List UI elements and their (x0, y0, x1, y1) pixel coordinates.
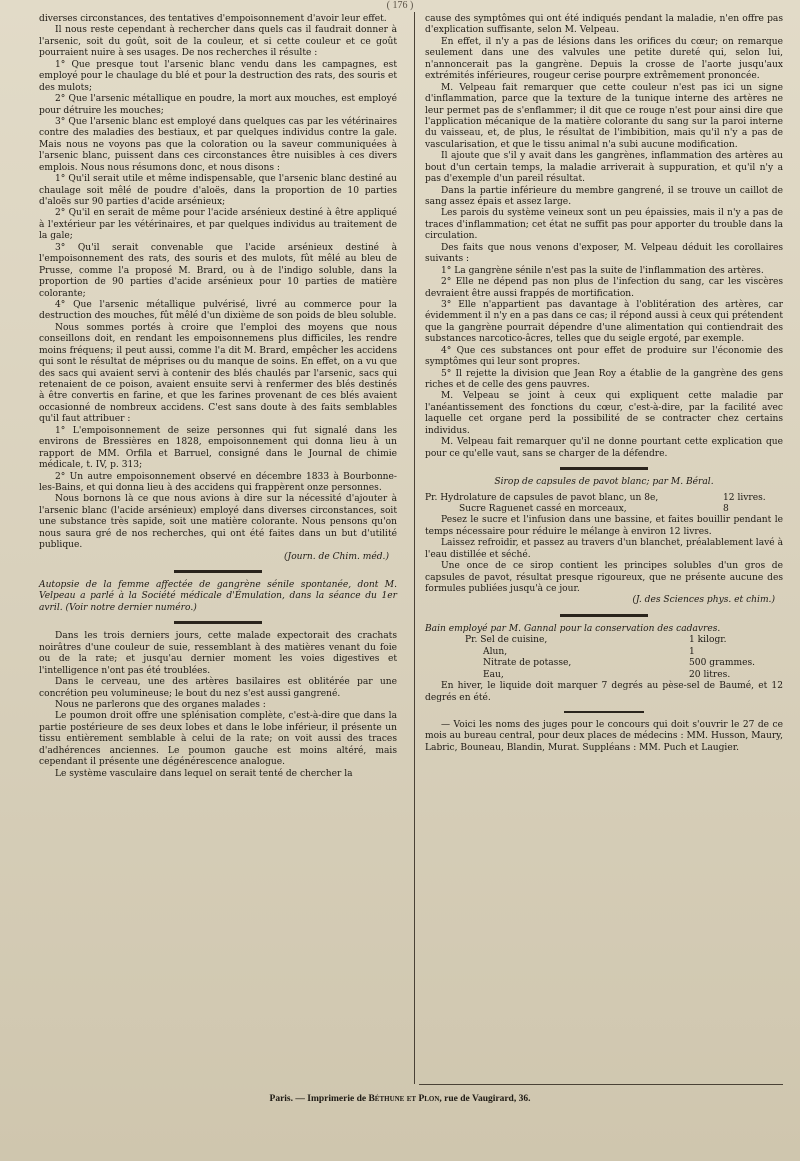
paragraph: cause des symptômes qui ont été indiqués pendant la maladie, n'en offre pas d'explication suffisante, selon M. Velpeau. (425, 14, 783, 36)
ingredient-row (425, 635, 783, 646)
paragraph: M. Velpeau fait remarquer qu'il ne donne pourtant cette explication que pour ce qu'elle vaut, sans se charger de la défendre. (425, 437, 783, 459)
ingredient-name: Pr. Sel de cuisine, (465, 635, 548, 646)
paragraph: 2° Elle ne dépend pas non plus de l'infection du sang, car les viscères devraient être aussi frappés de mortification. (425, 277, 783, 299)
ingredient-quantity: 1 kilogr. (689, 635, 727, 646)
paragraph: Une once de ce sirop contient les principes solubles d'un gros de capsules de pavot, résultat presque rigoureux, que ne présente aucune des formules publiées jusqu'à ce jour. (425, 561, 783, 594)
paragraph: 3° Que l'arsenic blanc est employé dans quelques cas par les vétérinaires contre des maladies des bestiaux, et par quelques individus contre la gale. Mais nous ne voyons pas que la coloration ou la saveur communiquées à l'arsenic blanc, puissent dans ces circonstances être nuisibles à ces divers emplois. Nous nous résumons donc, et nous disons : (39, 116, 397, 173)
paragraph: 4° Que l'arsenic métallique pulvérisé, livré au commerce pour la destruction des mouches, fût mêlé d'un dixième de son poids de bleu soluble. (39, 299, 397, 322)
paragraph: 2° Un autre empoisonnement observé en décembre 1833 à Bourbonne-les-Bains, et qui donna lieu à des accidens qui frappèrent onze personnes. (39, 471, 397, 493)
ingredient-quantity: 20 litres. (689, 669, 731, 680)
paragraph: Des faits que nous venons d'exposer, M. Velpeau déduit les corollaires suivants : (425, 242, 783, 265)
ingredient-row (425, 493, 783, 504)
paragraph: Pesez le sucre et l'infusion dans une bassine, et faites bouillir pendant le temps nécessaire pour réduire le mélange à environ 12 livres. (425, 515, 783, 537)
ingredient-name: Eau, (483, 669, 504, 680)
sirop-ingredients (425, 493, 783, 516)
section-rule (564, 711, 644, 713)
section-rule (174, 621, 262, 624)
ingredient-quantity: 12 livres. (723, 492, 766, 503)
section-rule (174, 570, 262, 573)
imprint-line (0, 1094, 800, 1104)
ingredient-quantity: 500 grammes. (689, 658, 756, 669)
paragraph: 2° Qu'il en serait de même pour l'acide arsénieux destiné à être appliqué à l'extérieur par les vétérinaires, et par quelques individus au traitement de la gale; (39, 208, 397, 242)
paragraph: 1° La gangrène sénile n'est pas la suite de l'inflammation des artères. (441, 265, 764, 276)
section-rule (560, 467, 648, 470)
paragraph: 3° Qu'il serait convenable que l'acide arsénieux destiné à l'empoisonnement des rats, des souris et des mulots, fût mêlé au bleu de Prusse, comme l'a proposé M. Brard, ou à de l'indigo soluble, dans la proportion de 90 parties d'acide arsénieux pour 10 parties de matière colorante; (39, 242, 397, 299)
paragraph: Dans la partie inférieure du membre gangrené, il se trouve un caillot de sang assez épais et assez large. (425, 185, 783, 207)
imprint-prefix: Paris. — Imprimerie de (269, 1094, 369, 1104)
ingredient-name: Alun, (483, 646, 508, 657)
ingredient-quantity: 8 (723, 503, 729, 514)
paragraph: Dans le cerveau, une des artères basilaires est oblitérée par une concrétion peu volumineuse; le bout du nez s'est aussi gangrené. (39, 677, 397, 699)
paragraph: Il nous reste cependant à rechercher dans quels cas il faudrait donner à l'arsenic, soit du goût, soit de la couleur, et si cette couleur et ce goût pourraient nuire à ses usages. De nos recherches il résulte : (39, 25, 397, 59)
ingredient-name: Sucre Raguenet cassé en morceaux, (459, 503, 627, 514)
imprint-suffix: , rue de Vaugirard, 36. (439, 1094, 531, 1104)
paragraph: 3° Elle n'appartient pas davantage à l'oblitération des artères, car évidemment il n'y en a pas dans ce cas; il répond aussi à ceux qui prétendent que la gangrène pourrait dépendre d'une alimentation qui contiendrait des substances narcotico-âcres, telles que du seigle ergoté, par exemple. (425, 299, 783, 345)
article-heading: Autopsie de la femme affectée de gangrène sénile spontanée, dont M. Velpeau a parlé à la Société médicale d'Émulation, dans la séance du 1er avril. (Voir notre dernier numéro.) (39, 580, 397, 613)
paragraph: Laissez refroidir, et passez au travers d'un blanchet, préalablement lavé à l'eau distillée et séché. (425, 538, 783, 560)
velpeau-continuation (425, 14, 783, 460)
paragraph: 2° Que l'arsenic métallique en poudre, la mort aux mouches, est employé pour détruire les mouches; (39, 94, 397, 116)
paragraph: En effet, il n'y a pas de lésions dans les orifices du cœur; on remarque seulement dans une des valvules une petite dureté qui, selon lui, n'annoncerait pas la gangrène. Depuis la crosse de l'aorte jusqu'aux extrémités inférieures, rougeur cerise pourpre extrêmement prononcée. (425, 36, 783, 82)
bain-recipe (425, 624, 783, 704)
ingredient-quantity: 1 (689, 646, 695, 657)
article-source: (Journ. de Chim. méd.) (284, 551, 389, 562)
paragraph: 1° Qu'il serait utile et même indispensable, que l'arsenic blanc destiné au chaulage soit mêlé de poudre d'aloës, dans la proportion de 10 parties d'aloës sur 90 parties d'acide arsénieux; (39, 174, 397, 207)
ingredient-row (425, 647, 783, 658)
paragraph: Le poumon droit offre une splénisation complète, c'est-à-dire que dans la partie postérieure de ses deux lobes et dans le lobe inférieur, il présente un tissu entièrement semblable à celui de la rate; on voit aussi des traces d'adhérences anciennes. Le poumon gauche est moins altéré, mais cependant il présente une dégénérescence analogue. (39, 711, 397, 768)
paragraph: 4° Que ces substances ont pour effet de produire sur l'économie des symptômes qui leur sont propres. (425, 345, 783, 368)
paragraph: Il ajoute que s'il y avait dans les gangrènes, inflammation des artères au bout d'un certain temps, la maladie arriverait à suppuration, et qu'il n'y a pas d'exemple d'un pareil résultat. (425, 151, 783, 185)
paragraph: Dans les trois derniers jours, cette malade expectorait des crachats noirâtres d'une couleur de suie, ressemblant à des matières venant du foie ou de la rate; et jusqu'au dernier moment les voies digestives et l'intelligence n'ont pas été troublées. (39, 631, 397, 676)
paragraph: M. Velpeau se joint à ceux qui expliquent cette maladie par l'anéantissement des fonctions du cœur, c'est-à-dire, par la facilité avec laquelle cet organe perd la possibilité de se contracter chez certains individus. (425, 391, 783, 436)
column-divider (414, 12, 415, 1084)
ingredient-row (425, 670, 783, 681)
section-rule (560, 614, 648, 617)
paragraph: diverses circonstances, des tentatives d'empoisonnement d'avoir leur effet. (39, 14, 387, 24)
sirop-recipe (425, 477, 783, 607)
paragraph: Les parois du système veineux sont un peu épaissies, mais il n'y a pas de traces d'inflammation; cet état ne suffit pas pour apporter du trouble dans la circulation. (425, 208, 783, 242)
paragraph: 1° Que presque tout l'arsenic blanc vendu dans les campagnes, est employé pour le chaulage du blé et pour la destruction des rats, des souris et des mulots; (39, 59, 397, 93)
imprint-printers: Béthune et Plon (368, 1094, 440, 1104)
paragraph: Nous bornons là ce que nous avions à dire sur la nécessité d'ajouter à l'arsenic blanc (l'acide arsénieux) employé dans diverses circonstances, soit une substance très sapide, soit une matière colorante. Nous pensons qu'on nous saura gré de nos recherches, qui ont été faites dans un but d'utilité publique. (39, 494, 397, 551)
paragraph: 5° Il rejette la division que Jean Roy a établie de la gangrène des gens riches et de celle des gens pauvres. (425, 368, 783, 390)
right-column (425, 14, 783, 754)
ingredient-row (425, 658, 783, 669)
juges-notice: — Voici les noms des juges pour le concours qui doit s'ouvrir le 27 de ce mois au bureau central, pour deux places de médecins : MM. Husson, Maury, Labric, Bouneau, Blandin, Murat. Suppléans : MM. Puch et Laugier. (425, 719, 783, 753)
sirop-source: (J. des Sciences phys. et chim.) (632, 595, 775, 606)
ingredient-name: Nitrate de potasse, (483, 658, 572, 669)
ingredient-name: Pr. Hydrolature de capsules de pavot blanc, un 8e, (425, 492, 659, 503)
paragraph: Le système vasculaire dans lequel on serait tenté de chercher la (55, 768, 353, 779)
paragraph: Nous sommes portés à croire que l'emploi des moyens que nous conseillons doit, en rendant les empoisonnemens plus difficiles, les rendre moins fréquens; il peut aussi, comme l'a dit M. Brard, empêcher les accidens qui sont le résultat de méprises ou du manque de soins. En effet, on a vu que des sacs qui avaient servi à contenir des blés chaulés par l'arsenic, sacs qui retenaient de ce poison, avaient ensuite servi à renfermer des blés destinés à être convertis en farine, et que les farines provenant de ces blés avaient occasionné de nombreux accidens. C'est sans doute à des faits semblables qu'il faut attribuer : (39, 322, 397, 425)
left-column (39, 14, 397, 780)
footer-rule (419, 1084, 783, 1085)
bain-title: Bain employé par M. Gannal pour la conservation des cadavres. (425, 623, 721, 634)
sirop-title: Sirop de capsules de pavot blanc; par M. Béral. (494, 477, 714, 488)
bain-note: En hiver, le liquide doit marquer 7 degrés au pèse-sel de Baumé, et 12 degrés en été. (425, 681, 783, 703)
paragraph: Nous ne parlerons que des organes malades : (55, 699, 266, 710)
paragraph: M. Velpeau fait remarquer que cette couleur n'est pas ici un signe d'inflammation, parce que la texture de la tunique interne des artères ne leur permet pas de s'enflammer; il dit que ce rouge n'est pour ainsi dire que l'application mécanique de la matière colorante du sang sur la paroi interne du vaisseau, et, de plus, le résultat de l'imbibition, mais qu'il n'y a pas de vascularisation, et que le tissu animal n'a subi aucune modification. (425, 82, 783, 150)
ingredient-row (425, 504, 783, 515)
sirop-instructions (425, 515, 783, 595)
bain-ingredients (425, 635, 783, 681)
page-number: ( 176 ) (386, 0, 414, 11)
paragraph: 1° L'empoisonnement de seize personnes qui fut signalé dans les environs de Bressières en 1828, empoisonnement qui donna lieu à un rapport de MM. Orfila et Barruel, consigné dans le Journal de chimie médicale, t. IV, p. 313; (39, 425, 397, 471)
